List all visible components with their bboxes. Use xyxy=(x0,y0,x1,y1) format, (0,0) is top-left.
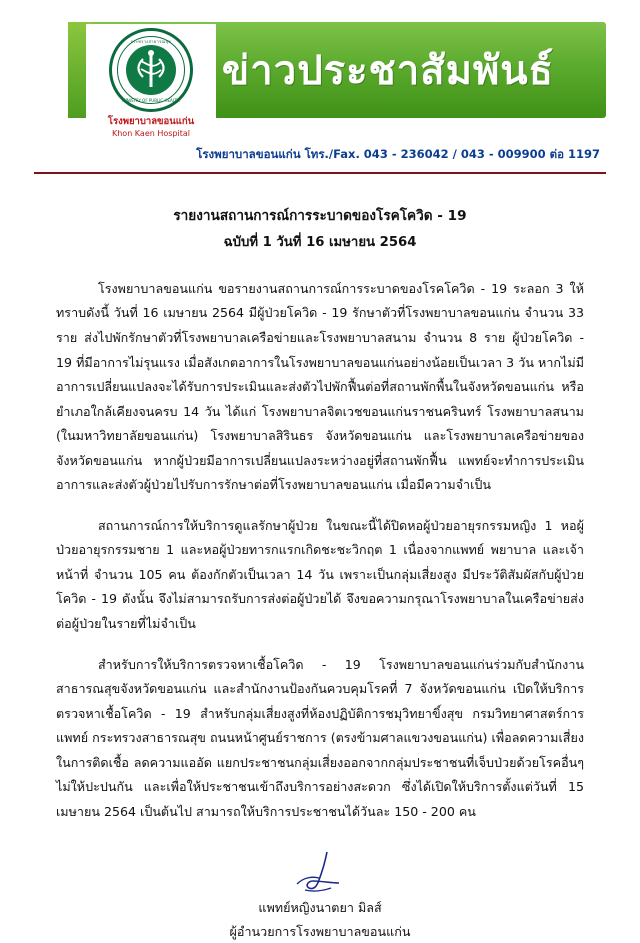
letterhead xyxy=(34,22,606,140)
seal-bottom-text: MINISTRY OF PUBLIC HEALTH xyxy=(122,98,180,103)
ministry-seal-icon xyxy=(109,28,193,112)
page-title: รายงานสถานการณ์การระบาดของโรคโควิด - 19 xyxy=(173,208,467,224)
banner-title: ข่าวประชาสัมพันธ์ xyxy=(221,48,555,94)
contact-line: โรงพยาบาลขอนแก่น โทร./Fax. 043 - 236042 / 043 - 009900 ต่อ 1197 xyxy=(196,147,600,161)
signer-role: ผู้อำนวยการโรงพยาบาลขอนแก่น xyxy=(229,923,411,939)
signer-name: แพทย์หญิงนาตยา มิลส์ xyxy=(258,900,382,916)
paragraph: สำหรับการให้บริการตรวจหาเชื้อโควิด - 19 โรงพยาบาลขอนแก่นร่วมกับสำนักงานสาธารณสุขจังหวัดขอนแก่น และสำนักงานป้องกันควบคุมโรคที่ 7 จังหวัดขอนแก่น เปิดให้บริการตรวจหาเชื้อโควิด - 19 สำหรับกลุ่มเสี่ยงสูงที่ห้องปฏิบัติการชมุวิทยาขิ์งสุข กรมวิทยาศาสตร์การแพทย์ กระทรวงสาธารณสุข ถนนหน้าศูนย์ราชการ (ตรงข้ามศาลแขวงขอนแก่น) เพื่อลดความเสี่ยงในการติดเชื้อ ลดความแออัด แยกประชาชนกลุ่มเสี่ยงออกจากกลุ่มประชาชนที่เจ็บป่วยด้วยโรคอื่นๆ ไม่ให้ปะปนกัน และเพื่อให้ประชาชนเข้าถึงบริการอย่างสะดวก ซึ่งได้เปิดให้บริการตั้งแต่วันที่ 15 เมษายน 2564 เป็นต้นไป สามารถให้บริการประชาชนได้วันละ 150 - 200 คน xyxy=(56,656,584,819)
seal-top-text: กระทรวงสาธารณสุข xyxy=(130,39,172,44)
signature-block xyxy=(56,850,584,943)
page-subtitle: ฉบับที่ 1 วันที่ 16 เมษายน 2564 xyxy=(223,234,417,250)
paragraph: สถานการณ์การให้บริการดูแลรักษาผู้ป่วย ในขณะนี้ได้ปิดหอผู้ป่วยอายุรกรรมหญิง 1 หอผู้ป่วยอายุรกรรมชาย 1 และหอผู้ป่วยทารกแรกเกิดชะชะวิกฤต 1 เนื่องจากแพทย์ พยาบาล และเจ้าหน้าที่ จำนวน 105 คน ต้องกักตัวเป็นเวลา 14 วัน เพราะเป็นกลุ่มเสี่ยงสูง มีประวัติสัมผัสกับผู้ป่วยโควิด - 19 ดังนั้น จึงไม่สามารถรับการส่งต่อผู้ป่วยได้ จึงขอความกรุณาโรงพยาบาลในเครือข่ายส่งต่อผู้ป่วยในรายที่ไม่จำเป็น xyxy=(56,517,584,632)
document-body xyxy=(56,174,584,943)
hospital-name-en: Khon Kaen Hospital xyxy=(111,129,190,138)
paragraph: โรงพยาบาลขอนแก่น ขอรายงานสถานการณ์การระบาดของโรคโควิด - 19 ระลอก 3 ให้ทราบดังนี้ วันที่ 16 เมษายน 2564 มีผู้ป่วยโควิด - 19 รักษาตัวที่โรงพยาบาลขอนแก่น จำนวน 33 ราย ส่งไปพักรักษาตัวที่โรงพยาบาลเครือข่ายและโรงพยาบาลสนาม จำนวน 8 ราย ผู้ป่วยโควิด - 19 ที่มีอาการไม่รุนแรง เมื่อสังเกตอาการในโรงพยาบาลขอนแก่นอย่างน้อยเป็นเวลา 3 วัน หากไม่มีอาการเปลี่ยนแปลงจะได้รับการประเมินและส่งตัวไปพักฟื้นต่อที่สถานพักพื้นในจังหวัดขอนแก่น หรือยำเภอใกล้เคียงจนครบ 14 วัน ได้แก่ โรงพยาบาลจิตเวชขอนแก่นราชนครินทร์ โรงพยาบาลสนาม (ในมหาวิทยาลัยขอนแก่น) โรงพยาบาลสิรินธร จังหวัดขอนแก่น และโรงพยาบาลเครือข่ายของจังหวัดขอนแก่น หากผู้ป่วยมีอาการเปลี่ยนแปลงระหว่างอยู่ที่สถานพักฟื้น แพทย์จะทำการประเมินอาการและส่งตัวผู้ป่วยไปรับการรักษาต่อที่โรงพยาบาลขอนแก่น เมื่อมีความจำเป็น xyxy=(56,280,584,493)
document-page xyxy=(0,22,640,939)
handwritten-signature xyxy=(56,850,584,896)
hospital-name-th: โรงพยาบาลขอนแก่น xyxy=(107,116,195,127)
hospital-logo xyxy=(86,24,216,140)
caduceus-icon xyxy=(133,49,169,91)
